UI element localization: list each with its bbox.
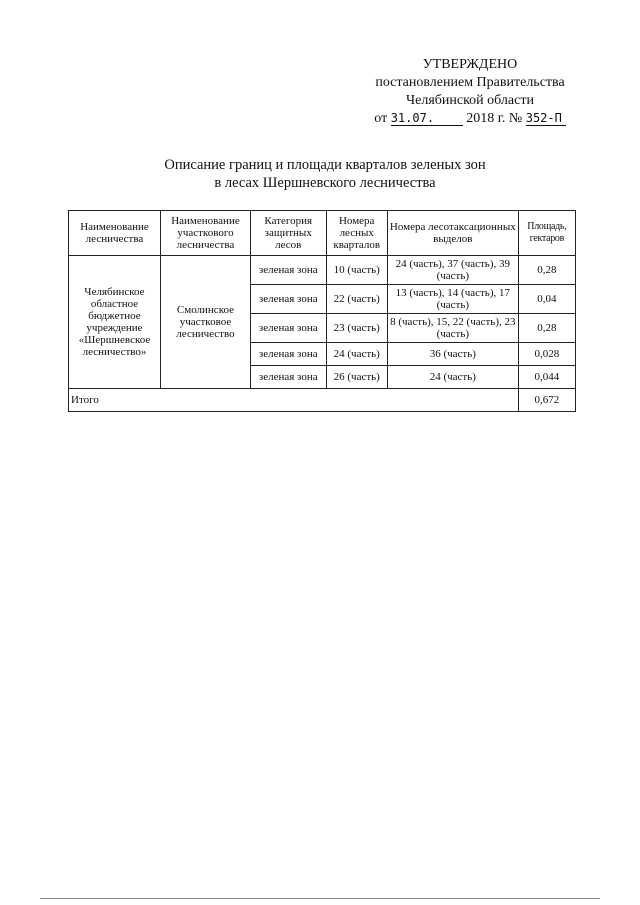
total-label: Итого — [69, 389, 519, 412]
approval-stamp — [350, 56, 590, 128]
approval-region: Челябинской области — [406, 93, 534, 108]
header-plots: Номера лесотаксационных выделов — [387, 211, 518, 256]
cell-category: зеленая зона — [250, 256, 326, 285]
cell-plots: 24 (часть) — [387, 366, 518, 389]
cell-category: зеленая зона — [250, 285, 326, 314]
cell-area: 0,028 — [518, 343, 575, 366]
table-header-row — [69, 211, 576, 256]
cell-area: 0,04 — [518, 285, 575, 314]
cell-area: 0,28 — [518, 314, 575, 343]
cell-category: зеленая зона — [250, 343, 326, 366]
header-forestry: Наименование лесничества — [69, 211, 161, 256]
title-line-2: в лесах Шершневского лесничества — [214, 175, 436, 191]
cell-quarter: 22 (часть) — [326, 285, 387, 314]
cell-area: 0,28 — [518, 256, 575, 285]
approval-decree: постановлением Правительства — [375, 75, 565, 90]
date-prefix: от — [374, 111, 388, 126]
header-district: Наименование участкового лесничества — [160, 211, 250, 256]
cell-category: зеленая зона — [250, 314, 326, 343]
cell-plots: 24 (часть), 37 (часть), 39 (часть) — [387, 256, 518, 285]
total-row — [69, 389, 576, 412]
handwritten-date: 31.07. — [391, 111, 463, 126]
header-quarters: Номера лесных кварталов — [326, 211, 387, 256]
total-value: 0,672 — [518, 389, 575, 412]
title-line-1: Описание границ и площади кварталов зеленых зон — [164, 157, 486, 173]
scan-edge-line — [40, 898, 600, 899]
table-row — [69, 256, 576, 285]
cell-forestry: Челябинское областное бюджетное учреждение «Шершневское лесничество» — [69, 256, 161, 389]
approval-date-line — [350, 110, 590, 128]
cell-plots: 13 (часть), 14 (часть), 17 (часть) — [387, 285, 518, 314]
cell-quarter: 26 (часть) — [326, 366, 387, 389]
document-title — [100, 156, 550, 192]
cell-category: зеленая зона — [250, 366, 326, 389]
cell-quarter: 23 (часть) — [326, 314, 387, 343]
cell-quarter: 10 (часть) — [326, 256, 387, 285]
handwritten-number: 352-П — [526, 111, 566, 126]
cell-area: 0,044 — [518, 366, 575, 389]
approval-heading: УТВЕРЖДЕНО — [422, 57, 518, 72]
cell-plots: 36 (часть) — [387, 343, 518, 366]
cell-plots: 8 (часть), 15, 22 (часть), 23 (часть) — [387, 314, 518, 343]
cell-quarter: 24 (часть) — [326, 343, 387, 366]
header-category: Категория защитных лесов — [250, 211, 326, 256]
zones-table — [68, 210, 576, 412]
year-text: 2018 г. № — [466, 111, 523, 126]
header-area: Площадь, гектаров — [518, 211, 575, 256]
cell-district: Смолинское участковое лесничество — [160, 256, 250, 389]
